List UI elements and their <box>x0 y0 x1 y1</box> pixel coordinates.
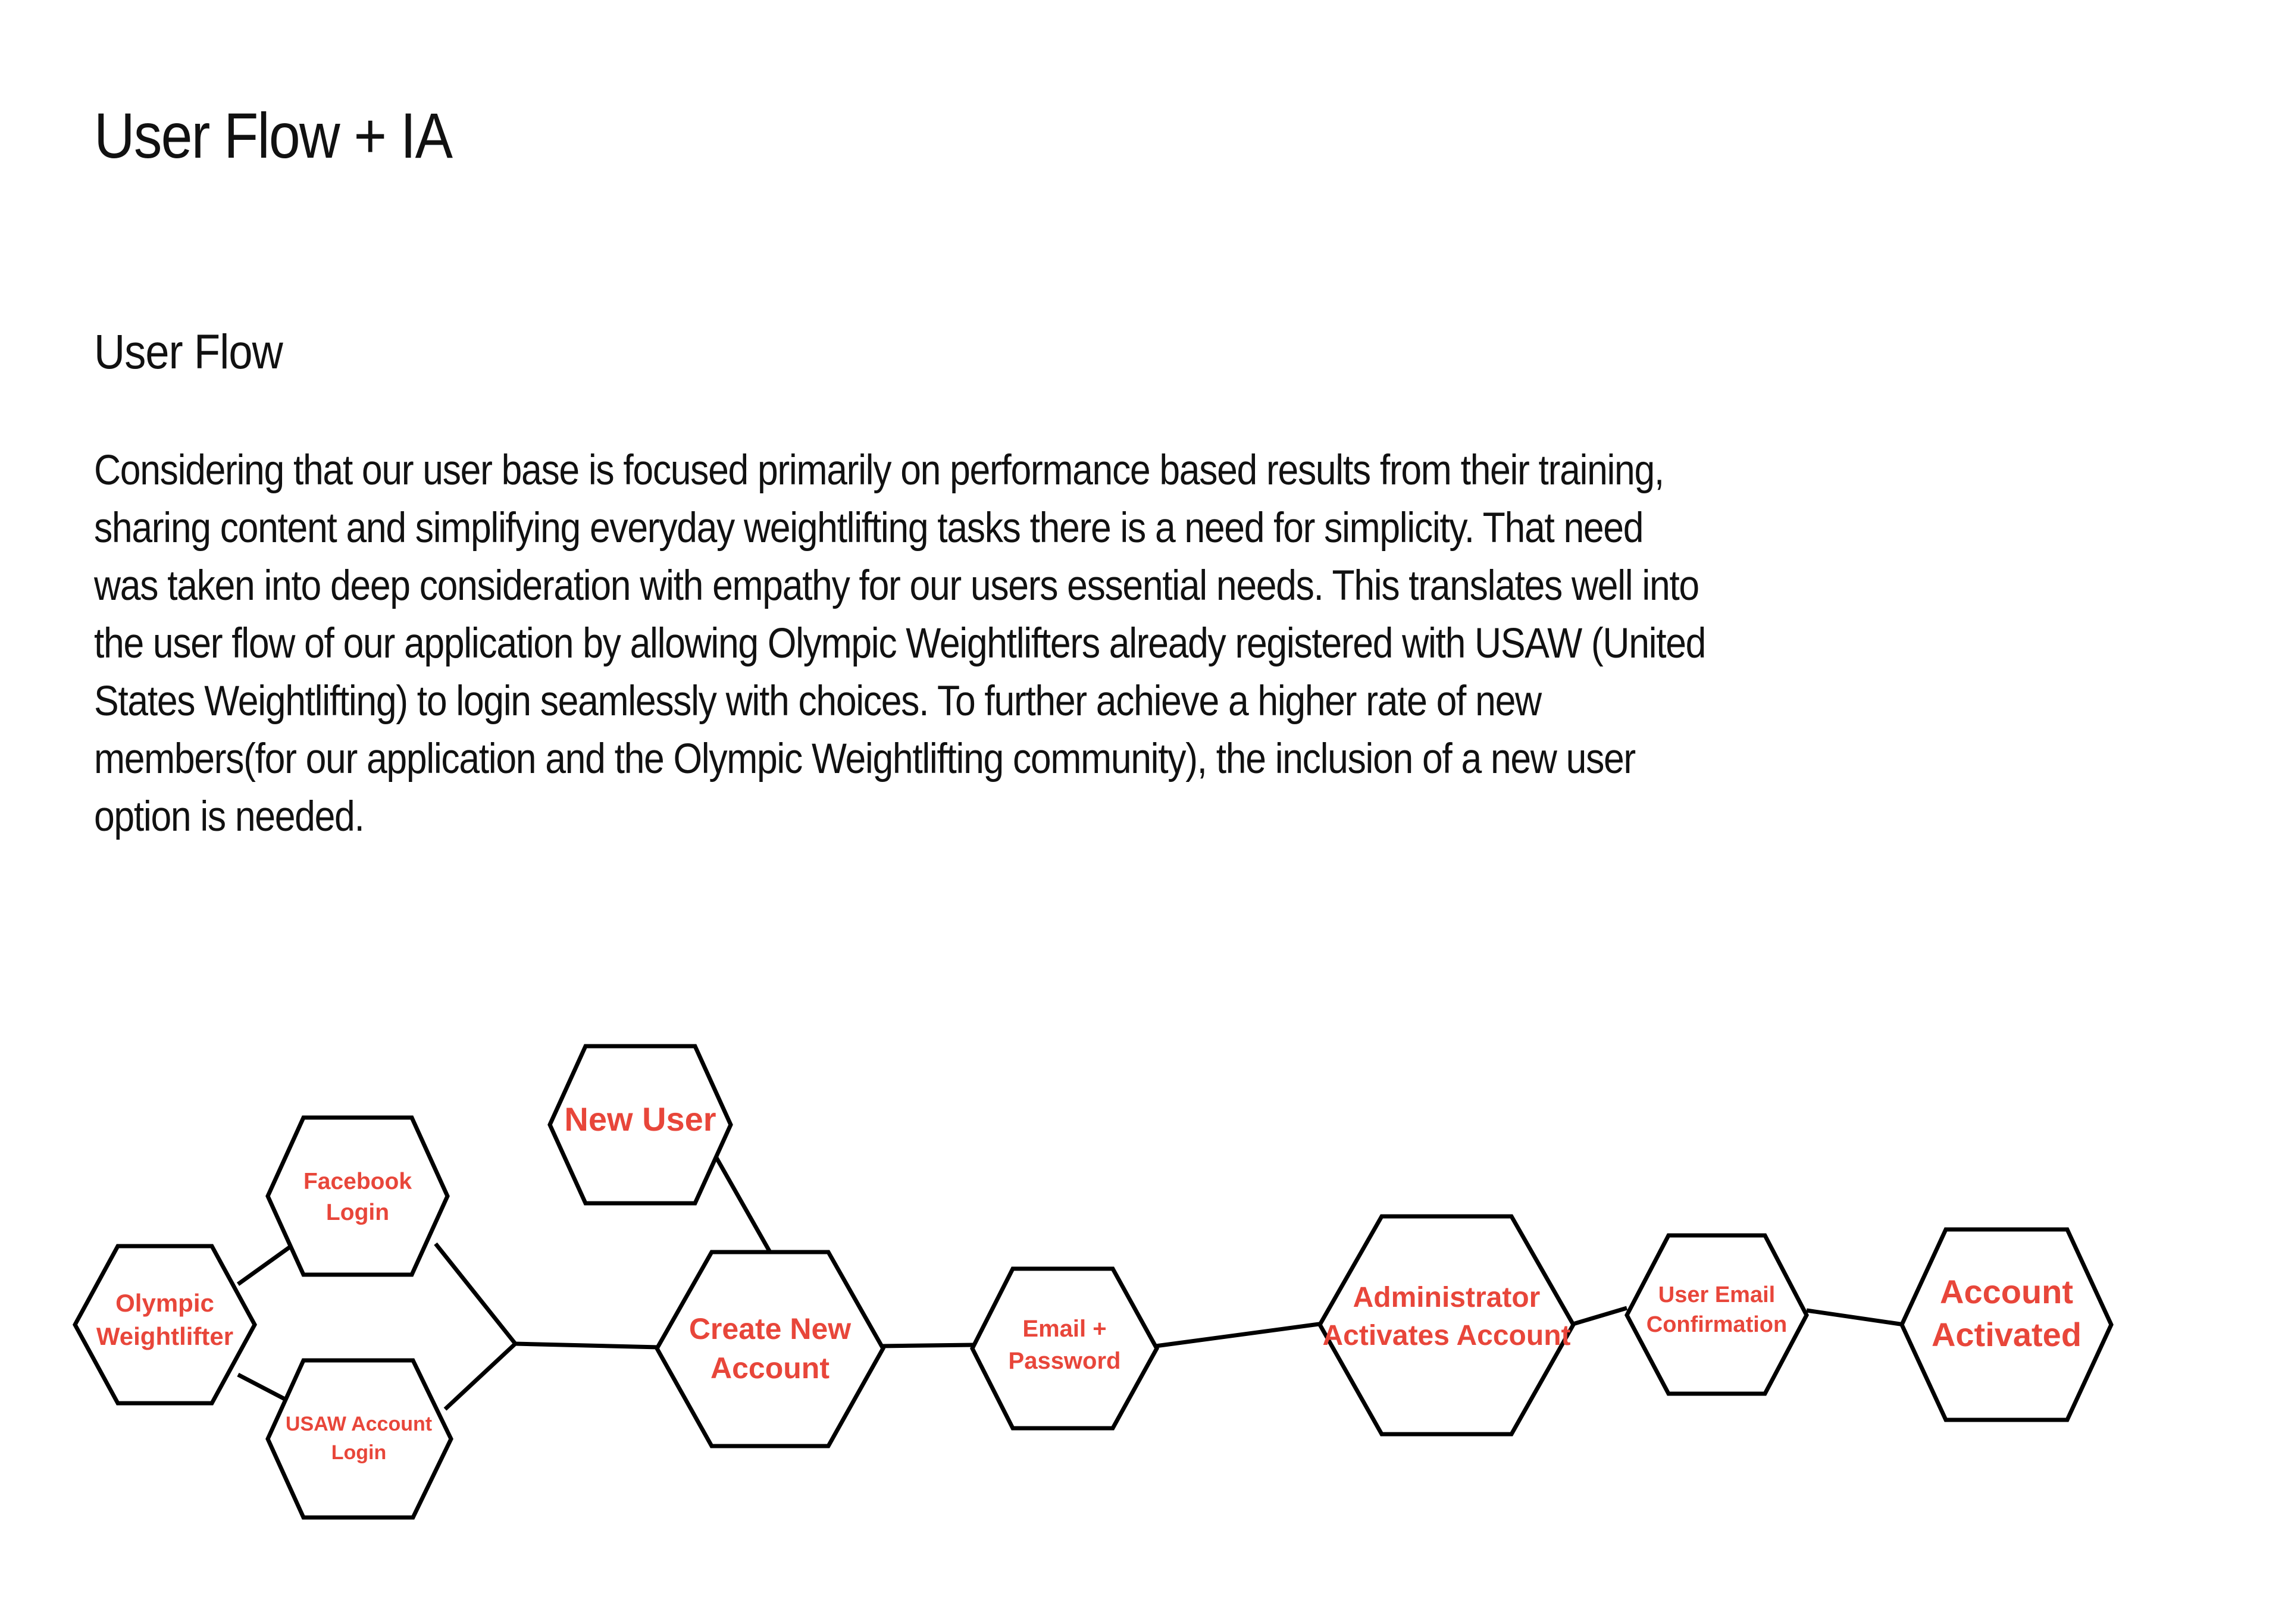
node-label-line2: Confirmation <box>1646 1312 1788 1337</box>
section-paragraph: Considering that our user base is focused primarily on performance based results from their training, sharing content and simplifying everyday weightlifting tasks there is a need for simplicity. That need was taken into deep consideration with empathy for our users essential needs. This translates well into the user flow of our application by allowing Olympic Weightlifters already registered with USAW (United States Weightlifting) to login seamlessly with choices. To further achieve a higher rate of new members(for our application and the Olympic Weightlifting community), the inclusion of a new user option is needed. <box>94 447 1706 840</box>
node-label-line1: Account <box>1940 1273 2073 1310</box>
node-label-line1: New User <box>564 1100 716 1138</box>
node-usaw-account-login[interactable] <box>268 1360 451 1517</box>
hexagon-shape <box>657 1252 883 1446</box>
hexagon-shape <box>268 1360 451 1517</box>
node-label-line2: Login <box>331 1441 387 1464</box>
hexagon-shape <box>268 1118 447 1275</box>
node-label-line2: Password <box>1008 1348 1121 1374</box>
node-label-line2: Login <box>325 1200 390 1225</box>
node-label-line1: USAW Account <box>285 1413 433 1435</box>
node-label-line1: User Email <box>1658 1282 1776 1307</box>
node-user-email-confirmation[interactable] <box>1627 1235 1807 1394</box>
node-label-line1: Facebook <box>303 1169 412 1194</box>
edge-junction-create-account <box>515 1344 659 1347</box>
node-olympic-weightlifter[interactable] <box>75 1246 255 1403</box>
node-label-line2: Activated <box>1931 1316 2082 1353</box>
node-label-line1: Create New <box>688 1312 852 1345</box>
edge-email-admin <box>1156 1323 1323 1346</box>
node-account-activated[interactable] <box>1902 1229 2111 1420</box>
edge-admin-confirmation <box>1571 1308 1627 1325</box>
page-title: User Flow + IA <box>94 99 452 171</box>
node-label-line1: Olympic <box>115 1289 214 1317</box>
node-label-line1: Administrator <box>1353 1282 1541 1313</box>
node-email-password[interactable] <box>972 1269 1157 1428</box>
edge-usaw-junction <box>445 1344 515 1409</box>
node-administrator-activates-account[interactable] <box>1320 1216 1573 1434</box>
node-label-line1: Email + <box>1022 1316 1107 1342</box>
edge-weightlifter-facebook <box>238 1245 293 1284</box>
node-new-user[interactable] <box>550 1046 731 1203</box>
node-label-line2: Activates Account <box>1322 1320 1571 1351</box>
edge-create-account-email <box>881 1345 974 1346</box>
section-title: User Flow <box>94 325 283 379</box>
edge-new-user-create-account <box>715 1156 770 1252</box>
edge-facebook-junction <box>436 1244 515 1344</box>
edge-confirmation-activated <box>1807 1310 1904 1325</box>
node-label-line2: Weightlifter <box>96 1322 234 1350</box>
node-facebook-login[interactable] <box>268 1118 447 1275</box>
node-create-new-account[interactable] <box>657 1252 883 1446</box>
node-label-line2: Account <box>710 1351 830 1385</box>
